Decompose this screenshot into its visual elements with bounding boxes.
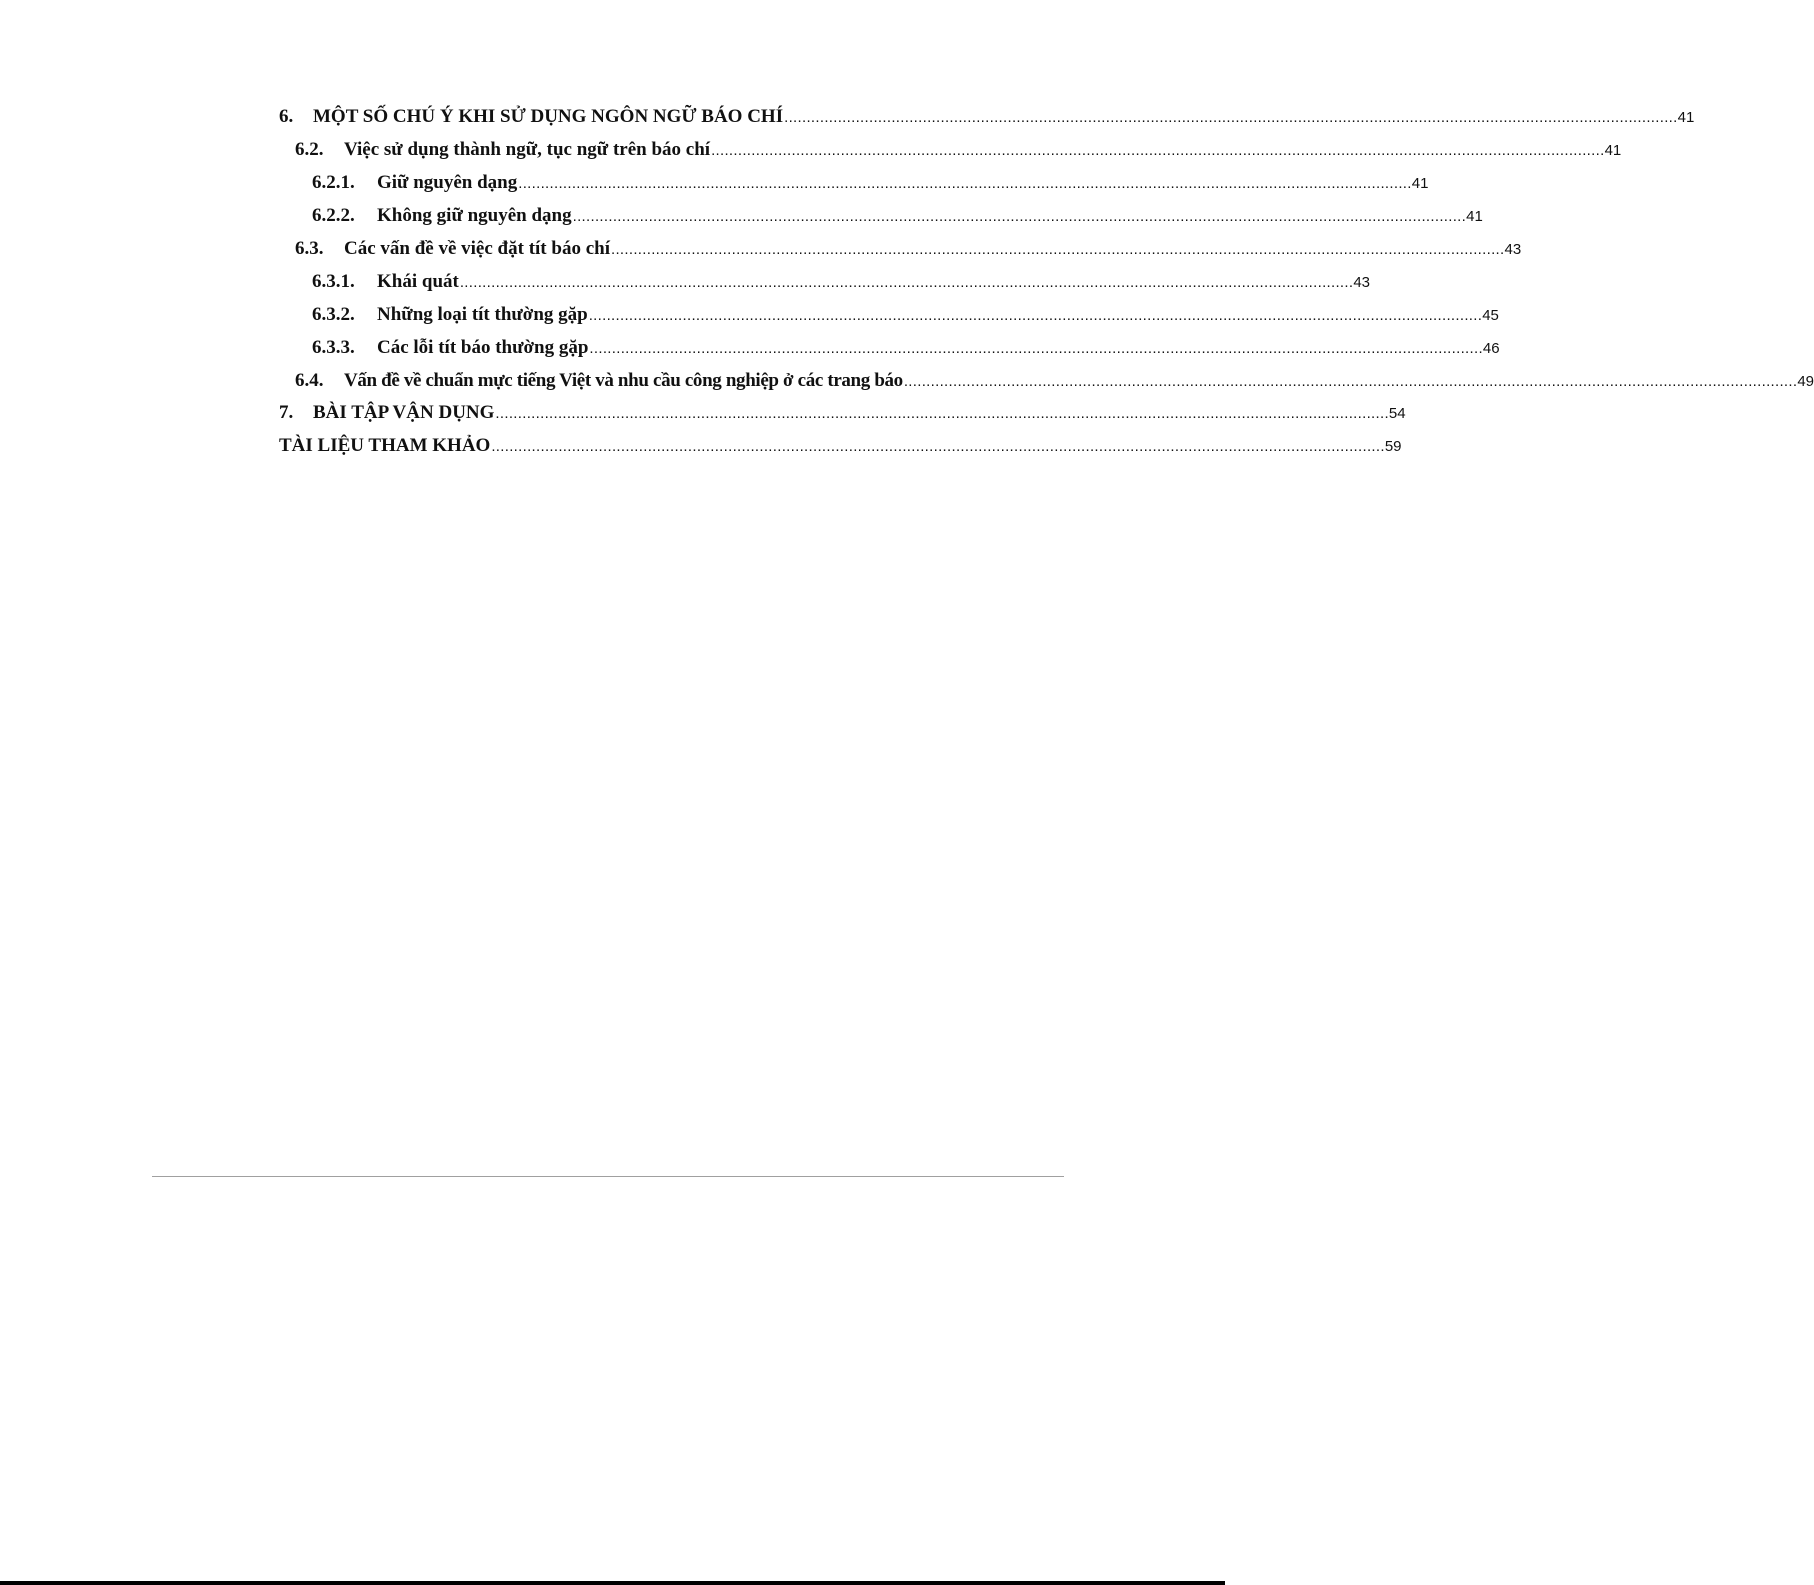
- toc-entry-title: Vấn đề về chuẩn mực tiếng Việt và nhu cầu công nghiệp ở các trang báo: [344, 370, 903, 391]
- toc-dot-leader: ........................................................................................................................................................................................................: [495, 405, 1389, 422]
- toc-entry[interactable]: [295, 137, 1622, 161]
- toc-dot-leader: ........................................................................................................................................................................................................: [610, 241, 1505, 258]
- toc-entry-title: Việc sử dụng thành ngữ, tục ngữ trên báo chí: [344, 139, 711, 160]
- toc-entry[interactable]: [312, 335, 1500, 359]
- toc-entry-number: 6.3.3.: [312, 337, 355, 358]
- toc-entry-number: 6.3.1.: [312, 271, 355, 292]
- toc-entry[interactable]: [312, 203, 1483, 227]
- toc-entry-title: Các lỗi tít báo thường gặp: [377, 337, 589, 358]
- toc-entry-page: 54: [1388, 405, 1406, 422]
- toc-entry[interactable]: [279, 400, 1406, 424]
- toc-entry[interactable]: [312, 302, 1499, 326]
- toc-entry-title: Không giữ nguyên dạng: [377, 205, 572, 226]
- toc-entry[interactable]: [312, 269, 1371, 293]
- toc-entry-page: 43: [1504, 241, 1522, 258]
- toc-entry-page: 41: [1677, 109, 1695, 126]
- toc-entry-number: 7.: [279, 402, 294, 423]
- toc-entry-page: 46: [1482, 340, 1500, 357]
- toc-dot-leader: ........................................................................................................................................................................................................: [711, 142, 1605, 159]
- toc-dot-leader: ........................................................................................................................................................................................................: [572, 208, 1467, 225]
- toc-entry-title: MỘT SỐ CHÚ Ý KHI SỬ DỤNG NGÔN NGỮ BÁO CHÍ: [313, 106, 784, 127]
- footer-separator-line: [152, 1176, 1064, 1177]
- toc-entry-title: BÀI TẬP VẬN DỤNG: [313, 402, 495, 423]
- toc-entry-number: 6.2.2.: [312, 205, 355, 226]
- toc-entry-page: 41: [1604, 142, 1622, 159]
- toc-entry-page: 43: [1353, 274, 1371, 291]
- toc-dot-leader: ........................................................................................................................................................................................................: [589, 340, 1483, 357]
- toc-entry-number: 6.2.: [295, 139, 324, 160]
- toc-entry-number: 6.2.1.: [312, 172, 355, 193]
- toc-entry-page: 59: [1384, 438, 1402, 455]
- toc-entry-page: 41: [1466, 208, 1483, 225]
- toc-entry-title: Giữ nguyên dạng: [377, 172, 518, 193]
- toc-dot-leader: ........................................................................................................................................................................................................: [491, 438, 1385, 455]
- toc-dot-leader: ........................................................................................................................................................................................................: [459, 274, 1354, 291]
- toc-entry-number: 6.3.: [295, 238, 324, 259]
- toc-dot-leader: ........................................................................................................................................................................................................: [903, 373, 1798, 390]
- toc-entry-page: 45: [1482, 307, 1499, 324]
- toc-entry[interactable]: [312, 170, 1429, 194]
- toc-entry-title: Các vấn đề về việc đặt tít báo chí: [344, 238, 610, 259]
- toc-entry[interactable]: [279, 433, 1402, 457]
- toc-dot-leader: ........................................................................................................................................................................................................: [588, 307, 1483, 324]
- toc-entry-title: TÀI LIỆU THAM KHẢO: [279, 435, 491, 456]
- toc-entry-page: 41: [1411, 175, 1429, 192]
- toc-entry-page: 49: [1797, 373, 1814, 390]
- toc-entry[interactable]: [295, 368, 1814, 392]
- toc-entry-number: 6.3.2.: [312, 304, 355, 325]
- toc-entry-number: 6.: [279, 106, 294, 127]
- toc-entry[interactable]: [295, 236, 1522, 260]
- toc-dot-leader: ........................................................................................................................................................................................................: [518, 175, 1412, 192]
- toc-entry-number: 6.4.: [295, 370, 324, 391]
- toc-dot-leader: ........................................................................................................................................................................................................: [784, 109, 1678, 126]
- toc-entry-title: Khái quát: [377, 271, 459, 292]
- table-of-contents: [0, 0, 1814, 470]
- toc-entry[interactable]: [279, 104, 1695, 128]
- page-bottom-border: [0, 1581, 1225, 1585]
- toc-entry-title: Những loại tít thường gặp: [377, 304, 588, 325]
